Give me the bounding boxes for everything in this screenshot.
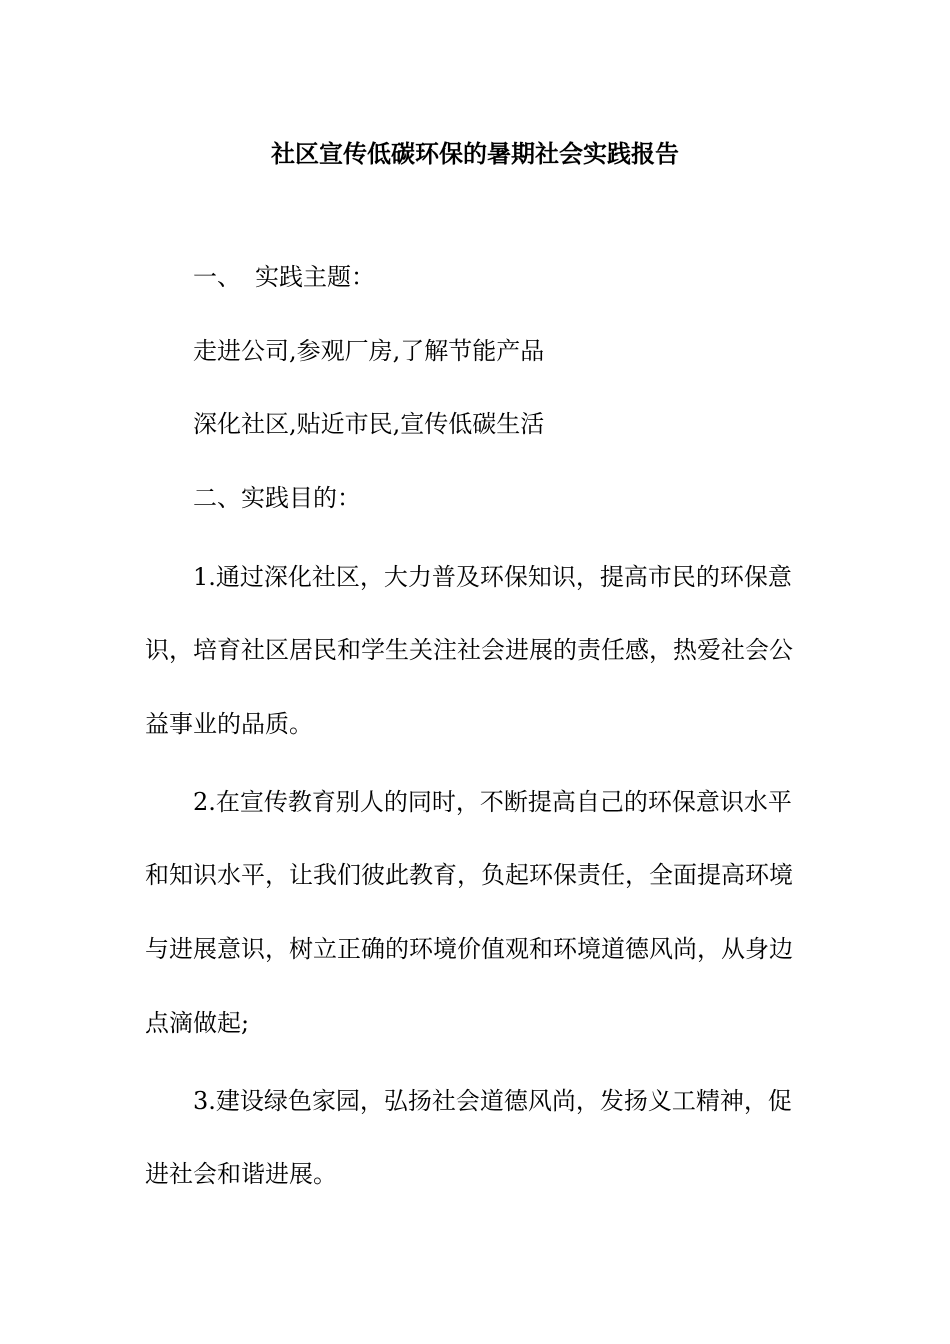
section-1-title: 实践主题：	[255, 263, 375, 291]
paragraph-3-line-2: 进社会和谐进展。	[145, 1160, 337, 1188]
paragraph-3-line-1: 3.建设绿色家园，弘扬社会道德风尚，发扬义工精神，促	[193, 1087, 792, 1115]
section-1-heading	[193, 259, 375, 295]
section-2-heading: 二、实践目的：	[193, 484, 361, 512]
document-title: 社区宣传低碳环保的暑期社会实践报告	[271, 139, 679, 168]
paragraph-2-line-1: 2.在宣传教育别人的同时，不断提高自己的环保意识水平	[193, 788, 792, 816]
paragraph-2-line-4: 点滴做起;	[145, 1009, 250, 1037]
paragraph-2-line-3: 与进展意识，树立正确的环境价值观和环境道德风尚，从身边	[145, 935, 793, 963]
section-1-number: 一、	[193, 263, 241, 291]
paragraph-1-line-2: 识，培育社区居民和学生关注社会进展的责任感，热爱社会公	[145, 636, 793, 664]
theme-item-2: 深化社区,贴近市民,宣传低碳生活	[193, 410, 545, 438]
paragraph-2-line-2: 和知识水平，让我们彼此教育，负起环保责任，全面提高环境	[145, 861, 793, 889]
theme-item-1: 走进公司,参观厂房,了解节能产品	[193, 337, 545, 365]
paragraph-1-line-3: 益事业的品质。	[145, 710, 313, 738]
paragraph-1-line-1: 1.通过深化社区，大力普及环保知识，提高市民的环保意	[193, 563, 792, 591]
